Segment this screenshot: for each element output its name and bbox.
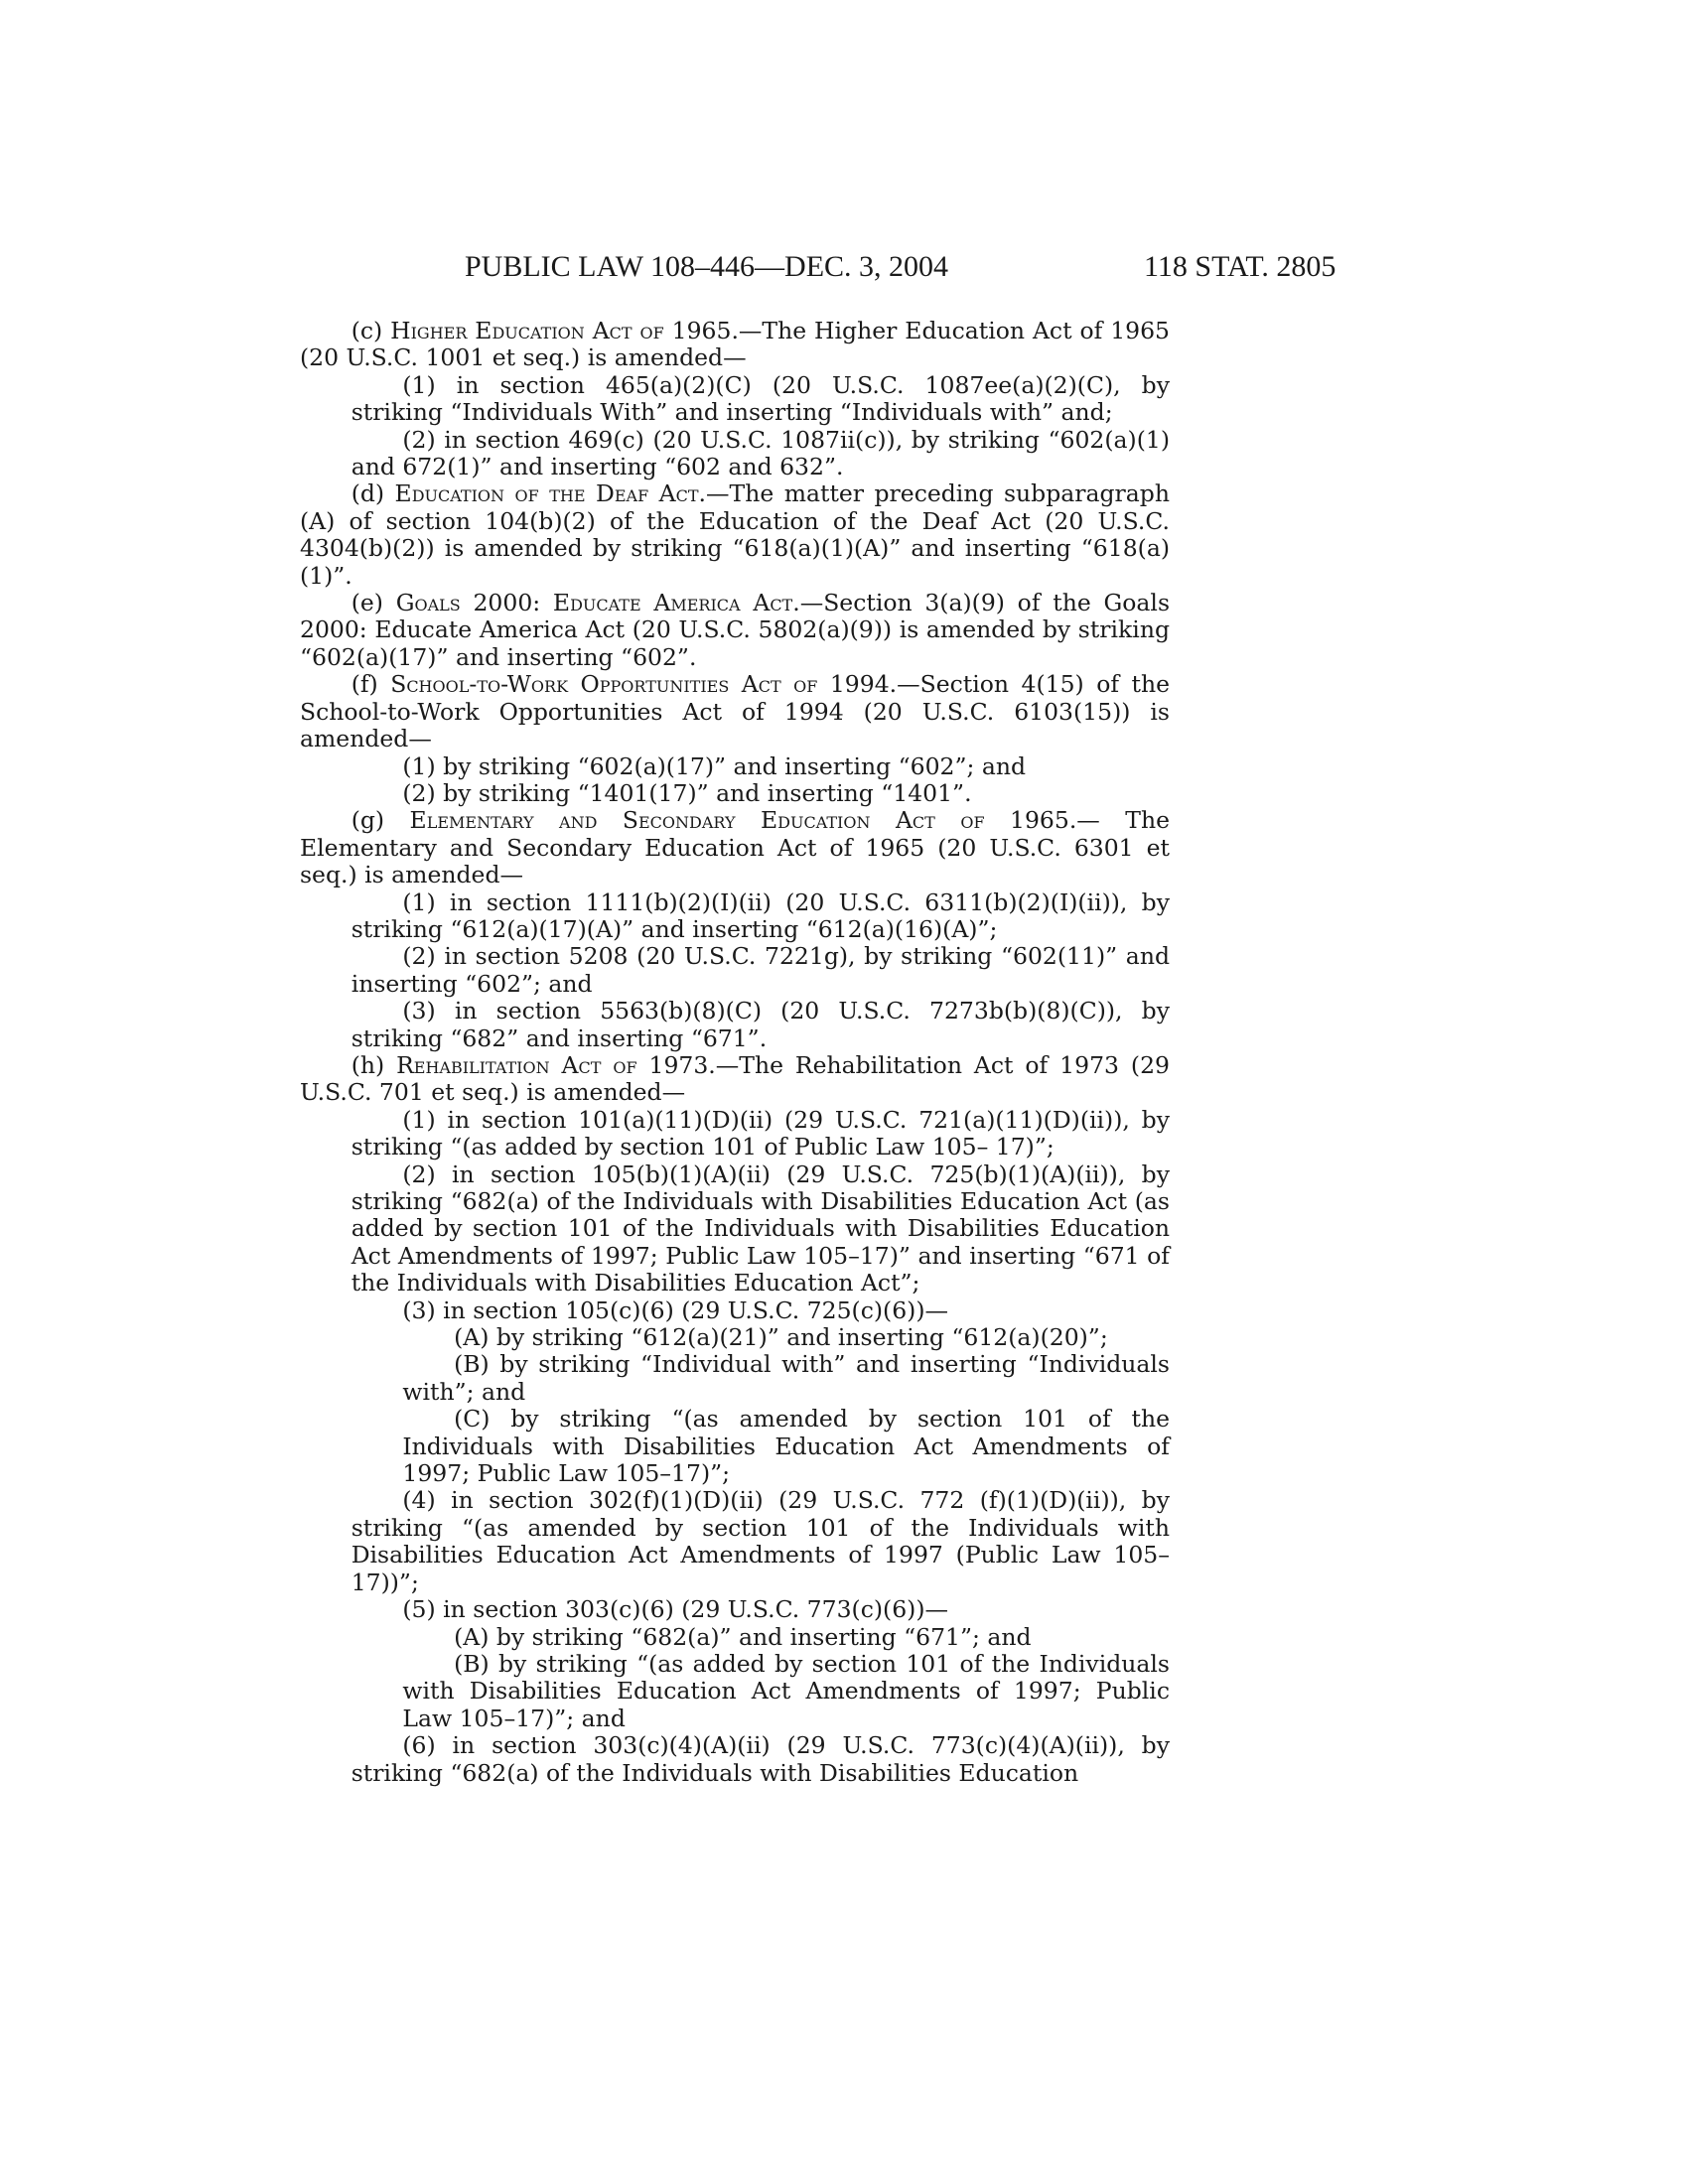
paragraph-text: (B) by striking “Individual with” and inserting “Individuals with”; and [402,1350,1170,1406]
paragraph-text: (1) in section 1111(b)(2)(I)(ii) (20 U.S.C. 6311(b)(2)(I)(ii)), by striking “612(a)(17)(A)” and inserting “612(a)(16)(A)”; [351,887,1170,943]
paragraph-item [300,943,1170,998]
paragraph-text: —Section 3(a)(9) of the Goals 2000: Educate America Act (20 U.S.C. 5802(a)(9)) is amended by striking “602(a)(17)” and inserting “602”. [300,589,1171,671]
paragraph-item [300,1161,1170,1297]
paragraph-text: —The matter preceding subparagraph (A) of section 104(b)(2) of the Education of the Deaf Act (20 U.S.C. 4304(b)(2)) is amended by striking “618(a)(1)(A)” and inserting “618(a)(1)”. [300,479,1170,590]
paragraph-text: (3) in section 105(c)(6) (29 U.S.C. 725(c)(6))— [402,1296,948,1324]
paragraph-text: —The Higher Education Act of 1965 (20 U.S.C. 1001 et seq.) is amended— [300,317,1171,372]
paragraph-text: (6) in section 303(c)(4)(A)(ii) (29 U.S.C. 773(c)(4)(A)(ii)), by striking “682(a) of the Individuals with Disabilities Education [351,1731,1170,1787]
paragraph-item [300,427,1170,481]
subparagraph-item [300,1324,1170,1351]
subsection-designator: (d) [351,479,395,508]
paragraph-item [300,1107,1170,1161]
paragraph-text: (B) by striking “(as added by section 101 of the Individuals with Disabilities Education Act Amendments of 1997; Public Law 105–17)”; and [402,1649,1170,1732]
subsection-paragraph [300,671,1170,752]
subparagraph-item [300,1651,1170,1732]
subsection-heading: School-to-Work Opportunities Act of 1994. [390,670,898,699]
paragraph-item [300,998,1170,1052]
paragraph-text: (1) in section 465(a)(2)(C) (20 U.S.C. 1087ee(a)(2)(C), by striking “Individuals With” and inserting “Individuals with” and; [351,370,1170,427]
subsection-designator: (g) [351,806,410,835]
paragraph-text: (2) in section 5208 (20 U.S.C. 7221g), by striking “602(11)” and inserting “602”; and [351,942,1170,998]
subparagraph-item [300,1624,1170,1651]
paragraph-text: (2) in section 105(b)(1)(A)(ii) (29 U.S.C. 725(b)(1)(A)(ii)), by striking “682(a) of the Individuals with Disabilities Education Act (as added by section 101 of the Individuals with Disabilities Education Act Amendments of 1997; Public Law 105–17)” and inserting “671 of the Individuals with Disabilities Education Act”; [351,1160,1170,1297]
paragraph-text: (1) in section 101(a)(11)(D)(ii) (29 U.S.C. 721(a)(11)(D)(ii)), by striking “(as added by section 101 of Public Law 105– 17)”; [351,1105,1170,1161]
paragraph-text: — The Elementary and Secondary Education Act of 1965 (20 U.S.C. 6301 et seq.) is amended— [300,806,1170,889]
paragraph-text: (A) by striking “612(a)(21)” and inserting “612(a)(20)”; [454,1323,1108,1352]
subsection-paragraph [300,480,1170,590]
paragraph-item [300,1596,1170,1623]
subsection-heading: Elementary and Secondary Education Act of 1965. [409,806,1077,835]
document-body [300,318,1170,1787]
running-head-title: PUBLIC LAW 108–446—DEC. 3, 2004 [465,250,949,283]
statute-page-number: 118 STAT. 2805 [1144,250,1336,283]
paragraph-text: (4) in section 302(f)(1)(D)(ii) (29 U.S.C. 772 (f)(1)(D)(ii)), by striking “(as amended by section 101 of the Individuals with Disabilities Education Act Amendments of 1997 (Public Law 105–17))”; [351,1486,1170,1596]
paragraph-text: (3) in section 5563(b)(8)(C) (20 U.S.C. 7273b(b)(8)(C)), by striking “682” and inserting “671”. [351,997,1170,1052]
subparagraph-item [300,1351,1170,1406]
paragraph-item [300,372,1170,427]
subparagraph-item [300,1406,1170,1487]
paragraph-text: (2) by striking “1401(17)” and inserting “1401”. [402,778,972,807]
paragraph-item [300,1297,1170,1324]
subsection-paragraph [300,807,1170,888]
paragraph-item [300,780,1170,807]
paragraph-text: (2) in section 469(c) (20 U.S.C. 1087ii(c)), by striking “602(a)(1) and 672(1)” and inserting “602 and 632”. [351,425,1170,481]
subsection-designator: (f) [351,670,391,699]
paragraph-item [300,889,1170,944]
paragraph-item [300,1487,1170,1596]
paragraph-text: (C) by striking “(as amended by section 101 of the Individuals with Disabilities Education Act Amendments of 1997; Public Law 105–17)”; [402,1405,1170,1488]
paragraph-text: —The Rehabilitation Act of 1973 (29 U.S.C. 701 et seq.) is amended— [300,1050,1170,1107]
paragraph-text: (1) by striking “602(a)(17)” and inserting “602”; and [402,751,1027,780]
subsection-paragraph [300,590,1170,671]
paragraph-item [300,1732,1170,1787]
paragraph-text: —Section 4(15) of the School-to-Work Opportunities Act of 1994 (20 U.S.C. 6103(15)) is amended— [300,670,1171,753]
subsection-paragraph [300,1052,1170,1107]
subsection-heading: Rehabilitation Act of 1973. [396,1050,716,1079]
subsection-heading: Higher Education Act of 1965. [390,317,739,344]
paragraph-item [300,753,1170,780]
paragraph-text: (A) by striking “682(a)” and inserting “671”; and [454,1622,1032,1651]
subsection-designator: (h) [351,1050,397,1079]
subsection-designator: (c) [351,317,391,344]
paragraph-text: (5) in section 303(c)(6) (29 U.S.C. 773(c)(6))— [402,1595,948,1624]
page-header [0,250,1688,290]
subsection-paragraph [300,318,1170,372]
subsection-designator: (e) [351,589,396,617]
subsection-heading: Goals 2000: Educate America Act. [395,589,800,617]
subsection-heading: Education of the Deaf Act. [394,479,707,508]
